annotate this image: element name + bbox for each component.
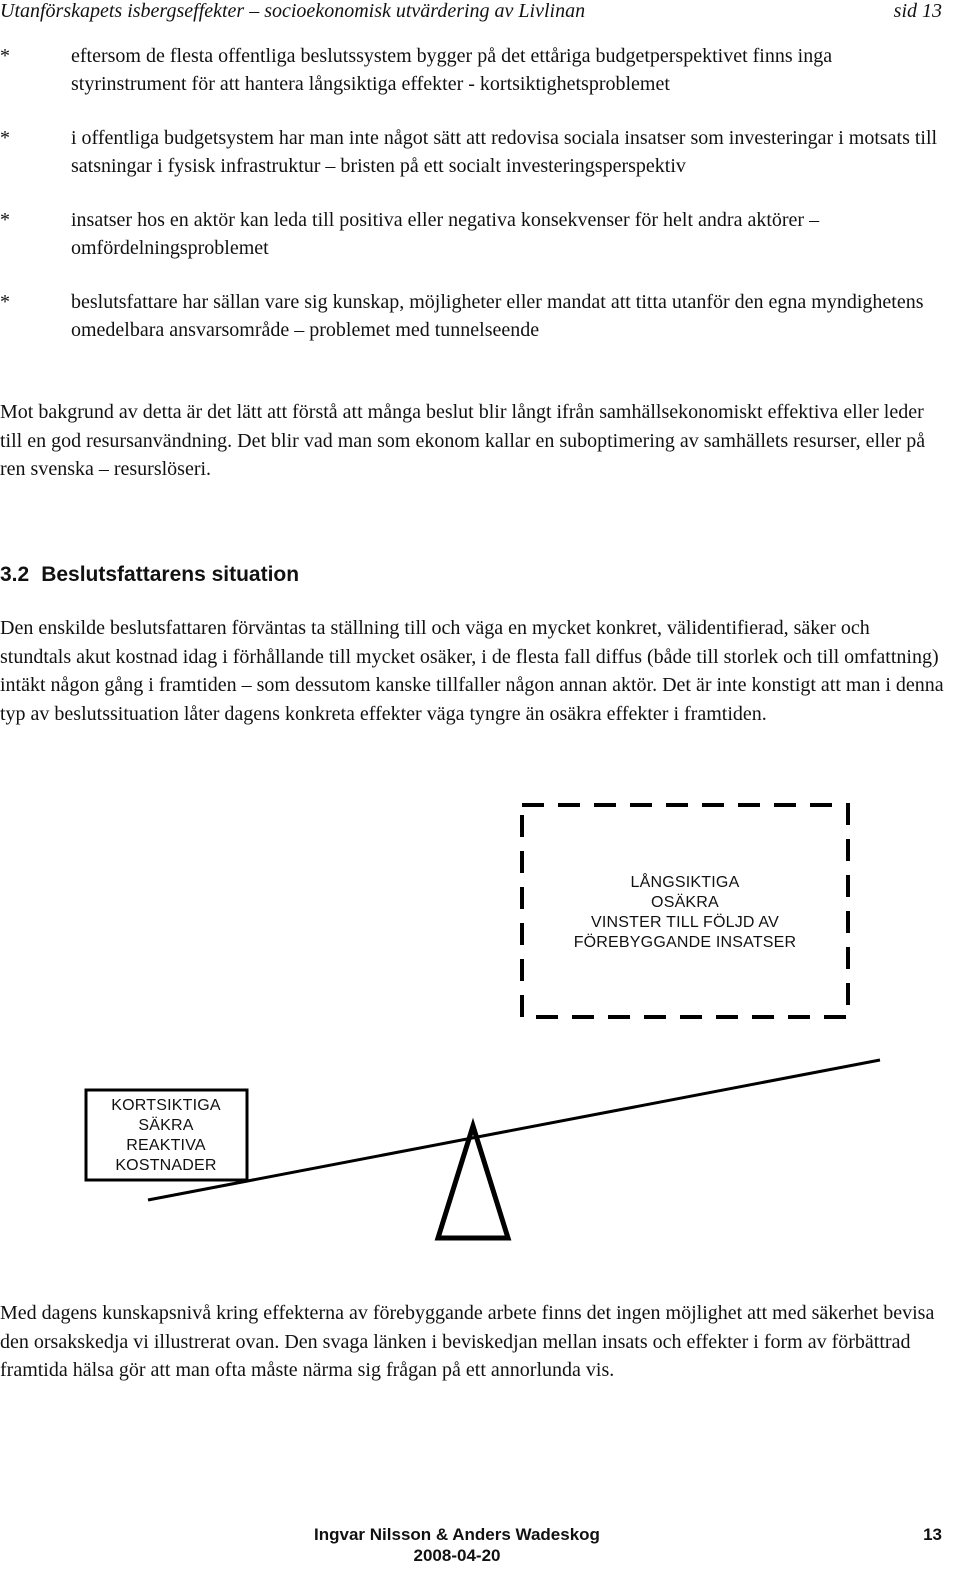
footer-authors: Ingvar Nilsson & Anders Wadeskog <box>314 1525 600 1544</box>
long-box-line: VINSTER TILL FÖLJD AV <box>591 914 779 931</box>
scale-beam <box>148 1060 880 1200</box>
list-item <box>0 206 950 262</box>
long-box-line: FÖREBYGGANDE INSATSER <box>573 934 797 951</box>
long-term-gains-label <box>525 873 845 953</box>
footer-date: 2008-04-20 <box>413 1546 501 1565</box>
list-item <box>0 124 950 180</box>
balance-scale-diagram <box>0 790 960 1270</box>
long-box-line: OSÄKRA <box>651 894 719 911</box>
bullet-text: beslutsfattare har sällan vare sig kunskap, möjligheter eller mandat att titta utanför den egna myndighetens omedelbara ansvarsområde – problemet med tunnelseende <box>71 291 924 341</box>
short-box-line: KOSTNADER <box>115 1157 217 1174</box>
bullet-text: eftersom de flesta offentliga beslutssystem bygger på det ettåriga budgetperspektivet finns inga styrinstrument för att hantera långsiktiga effekter - kortsiktighetsproblemet <box>71 45 833 95</box>
bullet-list <box>0 42 950 370</box>
short-box-line: SÄKRA <box>138 1117 194 1134</box>
list-item <box>0 42 950 98</box>
footer-page-number: 13 <box>923 1525 942 1544</box>
long-box-line: LÅNGSIKTIGA <box>630 874 740 891</box>
bullet-marker: * <box>0 291 10 313</box>
paragraph-decision-maker: Den enskilde beslutsfattaren förväntas ta ställning till och väga en mycket konkret, välidentifierad, säker och stundtals akut kostnad idag i förhållande till mycket osäker, i de flesta fall diffus (både till storlek och till omfattning) intäkt någon gång i framtiden – som dessutom kanske tillfaller någon annan aktör. Det är inte konstigt att man i denna typ av beslutssituation låter dagens konkreta effekter väga tyngre än osäkra effekter i framtiden. <box>0 617 944 725</box>
header-page-number: sid 13 <box>893 0 942 22</box>
section-number: 3.2 <box>0 563 30 586</box>
bullet-marker: * <box>0 209 10 231</box>
paragraph-resource-waste: Mot bakgrund av detta är det lätt att förstå att många beslut blir långt ifrån samhällsekonomiskt effektiva eller leder till en god resursanvändning. Det blir vad man som ekonom kallar en suboptimering av samhällets resurser, eller på ren svenska – resurslöseri. <box>0 401 926 480</box>
paragraph-evidence-chain: Med dagens kunskapsnivå kring effekterna av förebyggande arbete finns det ingen möjlighet att med säkerhet bevisa den orsakskedja vi illustrerat ovan. Den svaga länken i beviskedjan mellan insats och effekter i form av förbättrad framtida hälsa gör att man ofta måste närma sig frågan på ett annorlunda vis. <box>0 1302 935 1381</box>
list-item <box>0 288 950 344</box>
section-heading <box>0 561 299 589</box>
short-box-line: REAKTIVA <box>126 1137 206 1154</box>
scale-drawing <box>0 790 960 1270</box>
document-title: Utanförskapets isbergseffekter – socioekonomisk utvärdering av Livlinan <box>0 0 586 22</box>
bullet-marker: * <box>0 45 10 67</box>
bullet-text: insatser hos en aktör kan leda till positiva eller negativa konsekvenser för helt andra aktörer – omfördelningsproblemet <box>71 209 820 259</box>
short-box-line: KORTSIKTIGA <box>111 1097 221 1114</box>
bullet-text: i offentliga budgetsystem har man inte något sätt att redovisa sociala insatser som investeringar i motsats till satsningar i fysisk infrastruktur – bristen på ett socialt investeringsperspektiv <box>71 127 938 177</box>
bullet-marker: * <box>0 127 10 149</box>
page-header <box>0 0 942 26</box>
short-term-costs-label <box>86 1096 246 1176</box>
section-title: Beslutsfattarens situation <box>41 563 300 586</box>
